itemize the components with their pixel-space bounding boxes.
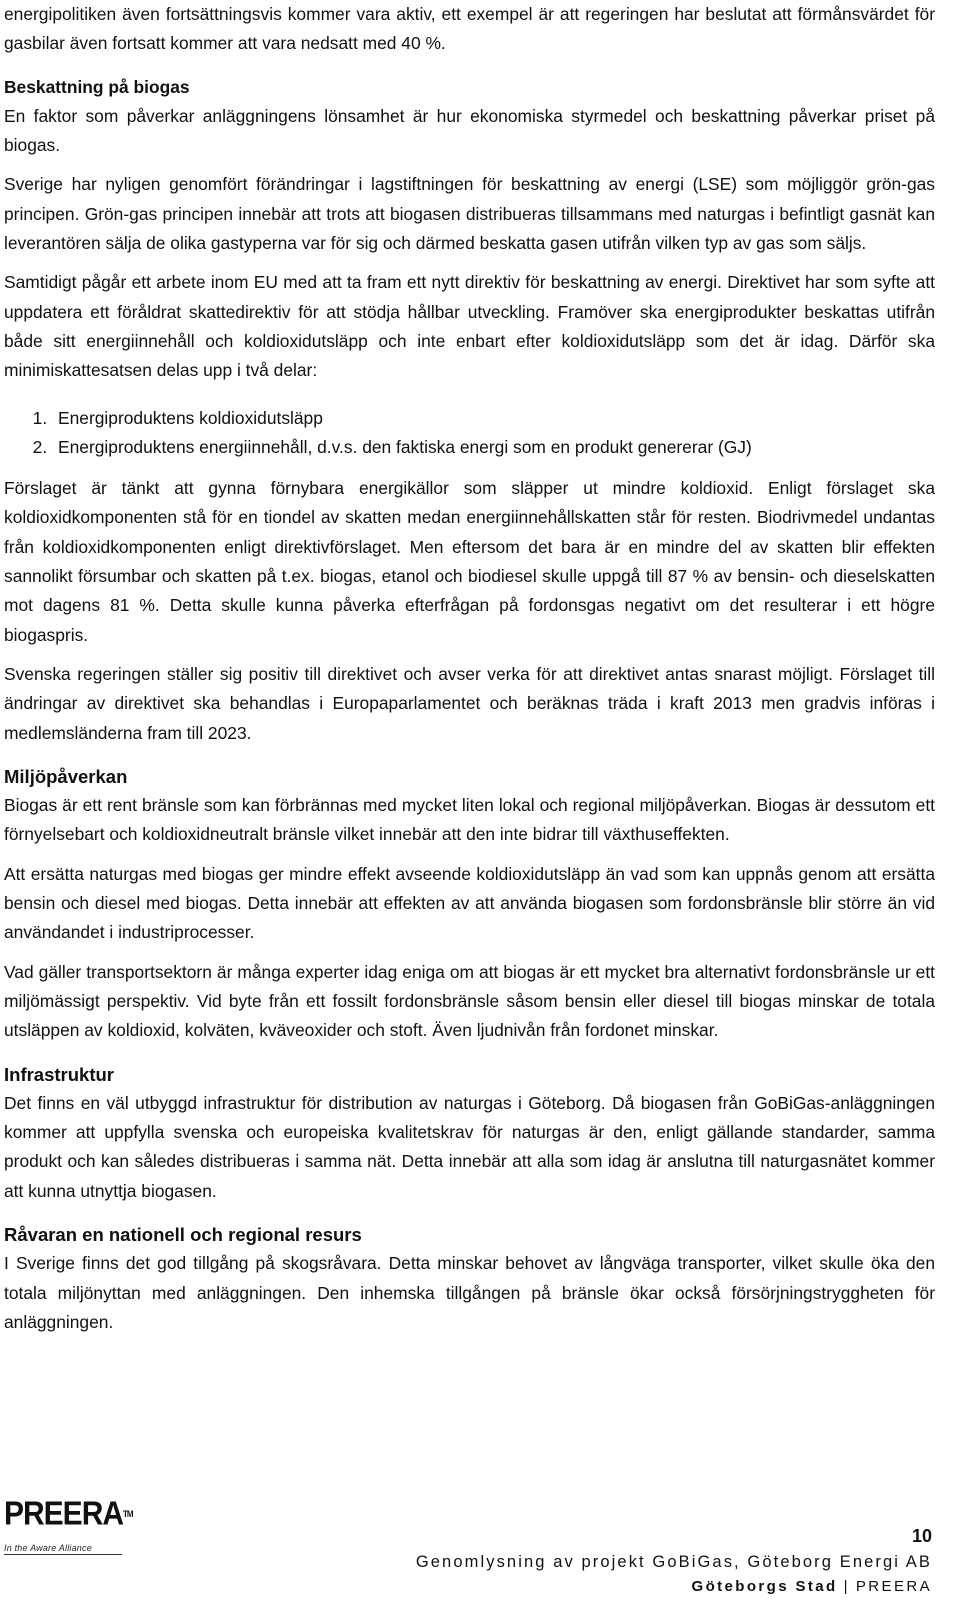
section-heading-resource: Råvaran en nationell och regional resurs (4, 1223, 362, 1245)
tax-paragraph-1: En faktor som påverkar anläggningens lönsamhet är hur ekonomiska styrmedel och beskattning påverkar priset på biogas. (4, 105, 935, 156)
tax-paragraph-4: Förslaget är tänkt att gynna förnybara energikällor som släpper ut mindre koldioxid. Enligt förslaget ska koldioxidkomponenten stå för en tiondel av skatten medan energiinnehållskatten står för resten. Biodrivmedel undantas från koldioxidkomponenten enligt direktivförslaget. Men eftersom det bara är en mindre del av skatten blir effekten sannolikt försumbar och skatten på t.ex. biogas, etanol och biodiesel skulle uppgå till 87 % av bensin- och dieselskatten mot dagens 81 %. Detta skulle kunna påverka efterfrågan på fordonsgas negativt om det resulterar i ett högre biogaspris. (4, 478, 935, 645)
environment-paragraph-1: Biogas är ett rent bränsle som kan förbrännas med mycket liten lokal och regional miljöpåverkan. Biogas är dessutom ett förnyelsebart och koldioxidneutralt bränsle vilket innebär att den inte bidrar till växthuseffekten. (4, 795, 935, 845)
section-heading-tax: Beskattning på biogas (4, 76, 190, 97)
tax-paragraph-2: Sverige har nyligen genomfört förändringar i lagstiftningen för beskattning av energi (LSE) som möjliggör grön-gas principen. Grön-gas principen innebär att trots att biogasen distribueras tillsammans med naturgas i befintligt gasnät kan leverantören sälja de olika gastyperna var för sig och därmed beskatta gasen utifrån vilken typ av gas som säljs. (4, 174, 935, 254)
footer-organisation-left: Göteborgs Stad (691, 1578, 838, 1595)
document-page (4, 0, 935, 1337)
tax-paragraph-5: Svenska regeringen ställer sig positiv till direktivet och avser verka för att direktivet antas snarast möjligt. Förslaget till ändringar av direktivet ska behandlas i Europaparlamentet och beräknas träda i kraft 2013 men gradvis införas i medlemsländerna fram till 2023. (4, 663, 935, 743)
page-footer (0, 1492, 960, 1606)
preera-logo (4, 1496, 134, 1555)
footer-organisation-right: PREERA (855, 1578, 932, 1595)
tax-paragraph-3: Samtidigt pågår ett arbete inom EU med att ta fram ett nytt direktiv för beskattning av energi. Direktivet har som syfte att uppdatera ett föråldrat skattedirektiv för att stödja hållbar utveckling. Framöver ska energiprodukter beskattas utifrån både sitt energiinnehåll och koldioxidutsläpp och inte enbart efter koldioxidutsläpp som det är idag. Därför ska minimiskattesatsen delas upp i två delar: (4, 272, 935, 381)
environment-paragraph-2: Att ersätta naturgas med biogas ger mindre effekt avseende koldioxidutsläpp än vad som kan uppnås genom att ersätta bensin och diesel med biogas. Detta innebär att effekten av att använda biogasen som fordonsbränsle blir större än vid användandet i industriprocesser. (4, 863, 935, 943)
intro-paragraph: energipolitiken även fortsättningsvis kommer vara aktiv, ett exempel är att regeringen har beslutat att förmånsvärdet för gasbilar även fortsatt kommer att vara nedsatt med 40 %. (4, 4, 935, 54)
resource-paragraph: I Sverige finns det god tillgång på skogsråvara. Detta minskar behovet av långväga transporter, vilket skulle öka den totala miljönyttan med anläggningen. Den inhemska tillgången på bränsle ökar också försörjningstryggheten för anläggningen. (4, 1253, 935, 1332)
environment-paragraph-3: Vad gäller transportsektorn är många experter idag eniga om att biogas är ett mycket bra alternativt fordonsbränsle ur ett miljömässigt perspektiv. Vid byte från ett fossilt fordonsbränsle såsom bensin eller diesel till biogas minskar de totala utsläppen av koldioxid, kolväten, kväveoxider och stoft. Även ljudnivån från fordonet minskar. (4, 961, 935, 1041)
infrastructure-paragraph: Det finns en väl utbyggd infrastruktur för distribution av naturgas i Göteborg. Då biogasen från GoBiGas-anläggningen kommer att uppfylla svenska och europeiska kvalitetskrav för naturgas är den, enligt gällande standarder, samma produkt och kan således distribueras i samma nät. Detta innebär att alla som idag är anslutna till naturgasnätet kommer att kunna utnyttja biogasen. (4, 1092, 935, 1201)
section-heading-environment: Miljöpåverkan (4, 765, 128, 787)
logo-wordmark: PREERA (4, 1496, 124, 1533)
footer-document-title: Genomlysning av projekt GoBiGas, Göteborg Energi AB (415, 1553, 932, 1571)
tax-list (4, 404, 935, 463)
footer-organisations (692, 1578, 933, 1595)
page-number: 10 (911, 1526, 932, 1546)
footer-separator: | (843, 1578, 850, 1595)
list-item: 1. Energiproduktens koldioxidutsläpp (52, 404, 935, 433)
section-heading-infrastructure: Infrastruktur (4, 1063, 114, 1085)
list-item: 2. Energiproduktens energiinnehåll, d.v.s. den faktiska energi som en produkt genererar (GJ) (52, 433, 935, 462)
logo-trademark: TM (123, 1509, 133, 1520)
logo-tagline: In the Aware Alliance (4, 1542, 122, 1555)
